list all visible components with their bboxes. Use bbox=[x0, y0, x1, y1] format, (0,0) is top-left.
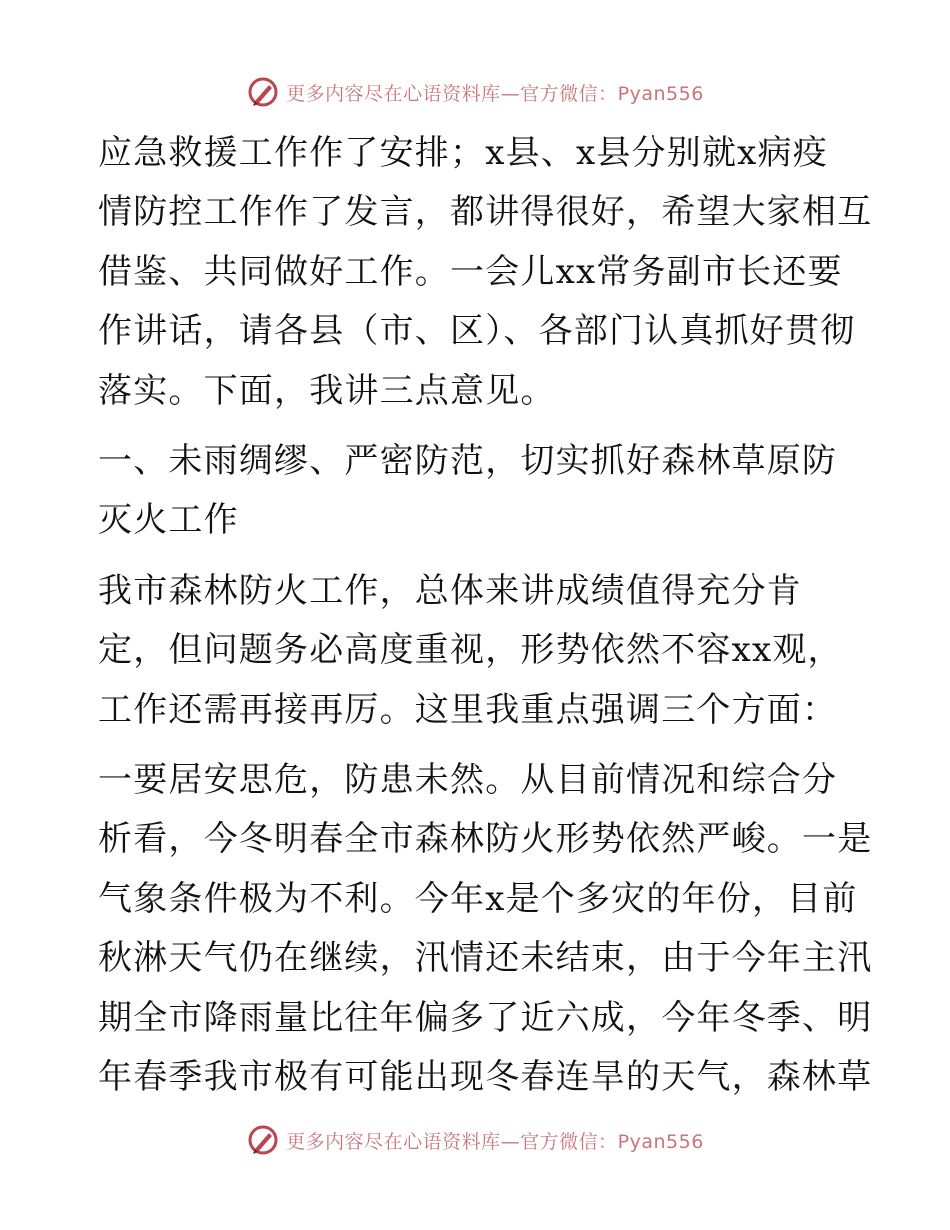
text-line: 年春季我市极有可能出现冬春连旱的天气，森林草 bbox=[98, 1057, 873, 1098]
text-line: 我市森林防火工作，总体来讲成绩值得充分肯 bbox=[98, 570, 802, 611]
text-line: 秋淋天气仍在继续，汛情还未结束，由于今年主汛 bbox=[98, 938, 873, 979]
paragraph bbox=[98, 124, 873, 421]
text-line: 气象条件极为不利。今年x是个多灾的年份，目前 bbox=[98, 878, 858, 919]
text-line: 借鉴、共同做好工作。一会儿xx常务副市长还要 bbox=[98, 251, 843, 292]
text-line: 灭火工作 bbox=[98, 500, 239, 541]
footer-banner bbox=[0, 1120, 950, 1160]
pen-logo-icon bbox=[246, 1123, 280, 1157]
paragraph bbox=[98, 751, 873, 1107]
header-banner bbox=[0, 72, 950, 112]
banner-text: 更多内容尽在心语资料库—官方微信：Pyan556 bbox=[286, 1130, 704, 1153]
text-line: 一、未雨绸缪、严密防范，切实抓好森林草原防 bbox=[98, 441, 838, 482]
text-line: 工作还需再接再厉。这里我重点强调三个方面： bbox=[98, 689, 838, 730]
text-line: 应急救援工作作了安排；x县、x县分别就x病疫 bbox=[98, 133, 828, 173]
paragraph bbox=[98, 562, 858, 740]
text-line: 作讲话，请各县（市、区）、各部门认真抓好贯彻 bbox=[98, 311, 856, 352]
text-line: 定，但问题务必高度重视，形势依然不容xx观， bbox=[98, 630, 843, 671]
banner-text: 更多内容尽在心语资料库—官方微信：Pyan556 bbox=[286, 82, 704, 105]
section-heading bbox=[98, 432, 858, 551]
text-line: 落实。下面，我讲三点意见。 bbox=[98, 370, 556, 411]
text-line: 析看，今冬明春全市森林防火形势依然严峻。一是 bbox=[98, 819, 873, 860]
text-line: 情防控工作作了发言，都讲得很好，希望大家相互 bbox=[98, 192, 873, 233]
text-line: 一要居安思危，防患未然。从目前情况和综合分 bbox=[98, 760, 838, 801]
document-body bbox=[98, 124, 873, 1108]
text-line: 期全市降雨量比往年偏多了近六成，今年冬季、明 bbox=[98, 997, 873, 1038]
pen-logo-icon bbox=[246, 75, 280, 109]
